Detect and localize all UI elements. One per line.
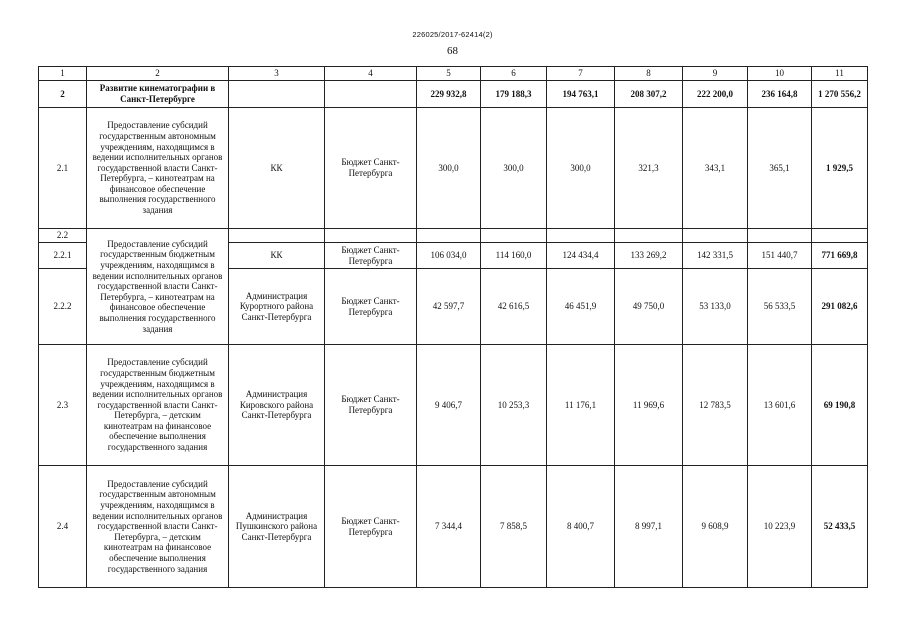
row-source: Бюджет Санкт-Петербурга: [325, 345, 417, 466]
row-total: 69 190,8: [812, 345, 868, 466]
row-source: [325, 81, 417, 108]
row-value: 10 223,9: [748, 466, 812, 588]
row-value: 12 783,5: [683, 345, 748, 466]
row-value: 8 997,1: [615, 466, 683, 588]
row-total: 771 669,8: [812, 243, 868, 269]
row-value: 49 750,0: [615, 269, 683, 345]
row-value: 106 034,0: [417, 243, 481, 269]
row-value: 10 253,3: [481, 345, 547, 466]
row-value: 7 344,4: [417, 466, 481, 588]
row-total: 1 270 556,2: [812, 81, 868, 108]
row-executor: Администрация Кировского района Санкт-Петербурга: [229, 345, 325, 466]
row-description: Предоставление субсидий государственным бюджетным учреждениям, находящимся в ведении исполнительных органов государственной власти Санкт-Петербурга, – детским кинотеатрам на финансовое обеспечение выполнения государственного задания: [87, 345, 229, 466]
row-value: 8 400,7: [547, 466, 615, 588]
document-id: 226025/2017-62414(2): [412, 30, 493, 39]
row-value: 229 932,8: [417, 81, 481, 108]
row-value: 56 533,5: [748, 269, 812, 345]
row-value: 133 269,2: [615, 243, 683, 269]
row-value: 9 406,7: [417, 345, 481, 466]
row-description: Предоставление субсидий государственным бюджетным учреждениям, находящимся в ведении исполнительных органов государственной власти Санкт-Петербурга, – кинотеатрам на финансовое обеспечение выполнения государственного задания: [87, 229, 229, 345]
row-value: 321,3: [615, 108, 683, 229]
row-code: 2.1: [39, 108, 87, 229]
row-value: 124 434,4: [547, 243, 615, 269]
row-source: Бюджет Санкт-Петербурга: [325, 108, 417, 229]
column-header: 2: [87, 67, 229, 81]
row-value: 300,0: [547, 108, 615, 229]
row-value: 343,1: [683, 108, 748, 229]
column-header: 10: [748, 67, 812, 81]
row-value: 42 597,7: [417, 269, 481, 345]
row-value: 365,1: [748, 108, 812, 229]
row-code: 2.2.2: [39, 269, 87, 345]
row-executor: [229, 81, 325, 108]
row-total: 291 082,6: [812, 269, 868, 345]
row-value: 208 307,2: [615, 81, 683, 108]
row-total: 52 433,5: [812, 466, 868, 588]
column-header: 9: [683, 67, 748, 81]
row-executor: Администрация Курортного района Санкт-Петербурга: [229, 269, 325, 345]
table-row: [39, 345, 868, 466]
page-number: 68: [447, 45, 458, 57]
column-header: 1: [39, 67, 87, 81]
column-header: 5: [417, 67, 481, 81]
column-header: 4: [325, 67, 417, 81]
table-row: [39, 466, 868, 588]
row-value: 222 200,0: [683, 81, 748, 108]
row-value: 179 188,3: [481, 81, 547, 108]
row-value: 11 969,6: [615, 345, 683, 466]
row-source: Бюджет Санкт-Петербурга: [325, 466, 417, 588]
column-header: 7: [547, 67, 615, 81]
row-value: 114 160,0: [481, 243, 547, 269]
column-header: 11: [812, 67, 868, 81]
budget-table: [38, 66, 868, 588]
table-row: [39, 229, 868, 243]
row-value: 9 608,9: [683, 466, 748, 588]
row-code: 2.4: [39, 466, 87, 588]
column-header: 8: [615, 67, 683, 81]
row-value: 151 440,7: [748, 243, 812, 269]
row-value: 194 763,1: [547, 81, 615, 108]
row-value: 300,0: [417, 108, 481, 229]
row-description: Предоставление субсидий государственным автономным учреждениям, находящимся в ведении исполнительных органов государственной власти Санкт-Петербурга, – детским кинотеатрам на финансовое обеспечение выполнения государственного задания: [87, 466, 229, 588]
row-code: 2: [39, 81, 87, 108]
row-source: Бюджет Санкт-Петербурга: [325, 243, 417, 269]
row-description: Развитие кинематографии в Санкт-Петербурге: [87, 81, 229, 108]
table-header-row: [39, 67, 868, 81]
row-code: 2.2.1: [39, 243, 87, 269]
row-value: 46 451,9: [547, 269, 615, 345]
row-value: 13 601,6: [748, 345, 812, 466]
row-executor: КК: [229, 243, 325, 269]
column-header: 3: [229, 67, 325, 81]
row-value: 7 858,5: [481, 466, 547, 588]
row-value: 53 133,0: [683, 269, 748, 345]
row-value: 300,0: [481, 108, 547, 229]
column-header: 6: [481, 67, 547, 81]
row-total: 1 929,5: [812, 108, 868, 229]
table-row: [39, 81, 868, 108]
row-description: Предоставление субсидий государственным автономным учреждениям, находящимся в ведении исполнительных органов государственной власти Санкт-Петербурга, – кинотеатрам на финансовое обеспечение выполнения государственного задания: [87, 108, 229, 229]
row-value: 142 331,5: [683, 243, 748, 269]
table-row: [39, 108, 868, 229]
row-value: 11 176,1: [547, 345, 615, 466]
row-executor: Администрация Пушкинского района Санкт-Петербурга: [229, 466, 325, 588]
row-value: 236 164,8: [748, 81, 812, 108]
row-source: Бюджет Санкт-Петербурга: [325, 269, 417, 345]
row-value: 42 616,5: [481, 269, 547, 345]
row-code: 2.3: [39, 345, 87, 466]
row-executor: КК: [229, 108, 325, 229]
row-code: 2.2: [39, 229, 87, 243]
